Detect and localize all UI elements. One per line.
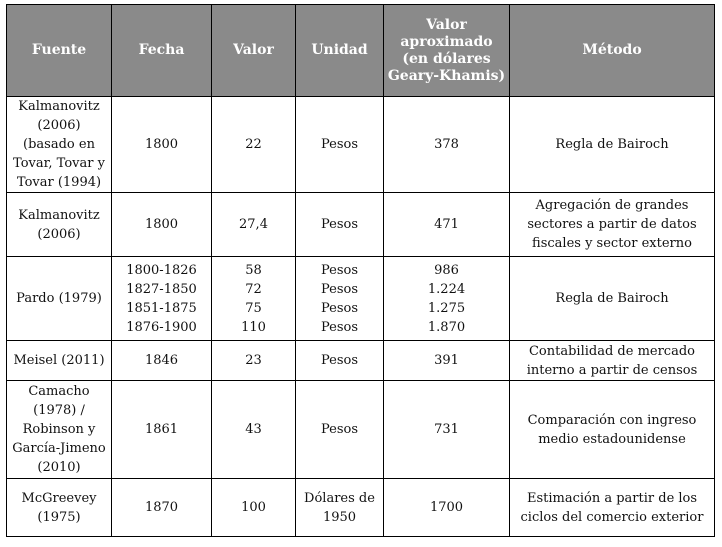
cell-metodo: Regla de Bairoch bbox=[510, 97, 715, 193]
cell-unidad: Dólares de 1950 bbox=[296, 479, 384, 537]
cell-metodo: Comparación con ingreso medio estadounidense bbox=[510, 381, 715, 479]
cell-valor-line: 75 bbox=[245, 300, 262, 316]
cell-metodo: Contabilidad de mercado interno a partir de censos bbox=[510, 341, 715, 381]
cell-unidad bbox=[296, 257, 384, 341]
header-row bbox=[7, 5, 715, 97]
header-fuente: Fuente bbox=[7, 5, 112, 97]
header-unidad: Unidad bbox=[296, 5, 384, 97]
cell-metodo: Estimación a partir de los ciclos del comercio exterior bbox=[510, 479, 715, 537]
cell-valor bbox=[212, 257, 296, 341]
cell-unidad: Pesos bbox=[296, 381, 384, 479]
cell-valor-aproximado-line: 986 bbox=[434, 262, 459, 278]
cell-valor: 100 bbox=[212, 479, 296, 537]
header-metodo: Método bbox=[510, 5, 715, 97]
cell-valor: 23 bbox=[212, 341, 296, 381]
cell-fuente: Camacho (1978) / Robinson y García-Jimeno (2010) bbox=[7, 381, 112, 479]
cell-fuente: Kalmanovitz (2006) bbox=[7, 193, 112, 257]
cell-unidad-line: Pesos bbox=[320, 300, 359, 316]
header-valor-aproximado: Valor aproximado (en dólares Geary-Khamis) bbox=[384, 5, 510, 97]
cell-fecha: 1870 bbox=[112, 479, 212, 537]
cell-unidad: Pesos bbox=[296, 341, 384, 381]
cell-valor: 22 bbox=[212, 97, 296, 193]
cell-valor-line: 72 bbox=[245, 281, 262, 297]
table-row bbox=[7, 479, 715, 537]
cell-valor-aproximado: 378 bbox=[384, 97, 510, 193]
cell-valor-aproximado-line: 1.275 bbox=[427, 300, 466, 316]
cell-valor: 27,4 bbox=[212, 193, 296, 257]
cell-valor: 43 bbox=[212, 381, 296, 479]
cell-unidad-line: Pesos bbox=[320, 262, 359, 278]
cell-fecha-line: 1800-1826 bbox=[126, 262, 197, 278]
table-row bbox=[7, 97, 715, 193]
cell-fecha: 1861 bbox=[112, 381, 212, 479]
cell-fuente: Kalmanovitz (2006) (basado en Tovar, Tovar y Tovar (1994) bbox=[7, 97, 112, 193]
table-row bbox=[7, 257, 715, 341]
table-row bbox=[7, 381, 715, 479]
cell-fuente: McGreevey (1975) bbox=[7, 479, 112, 537]
cell-valor-line: 110 bbox=[241, 319, 266, 335]
cell-fecha-line: 1851-1875 bbox=[126, 300, 197, 316]
cell-valor-line: 58 bbox=[245, 262, 262, 278]
cell-fuente: Meisel (2011) bbox=[7, 341, 112, 381]
estimates-table bbox=[6, 4, 715, 537]
cell-fecha: 1800 bbox=[112, 193, 212, 257]
cell-valor-aproximado: 471 bbox=[384, 193, 510, 257]
cell-metodo: Regla de Bairoch bbox=[510, 257, 715, 341]
cell-valor-aproximado: 731 bbox=[384, 381, 510, 479]
cell-fuente: Pardo (1979) bbox=[7, 257, 112, 341]
cell-valor-aproximado: 391 bbox=[384, 341, 510, 381]
table-header bbox=[7, 5, 715, 97]
cell-valor-aproximado-line: 1.224 bbox=[427, 281, 466, 297]
table-row bbox=[7, 341, 715, 381]
table-row bbox=[7, 193, 715, 257]
cell-valor-aproximado bbox=[384, 257, 510, 341]
cell-valor-aproximado-line: 1.870 bbox=[427, 319, 466, 335]
cell-unidad-line: Pesos bbox=[320, 319, 359, 335]
cell-fecha-line: 1827-1850 bbox=[126, 281, 197, 297]
cell-metodo: Agregación de grandes sectores a partir de datos fiscales y sector externo bbox=[510, 193, 715, 257]
cell-fecha-line: 1876-1900 bbox=[126, 319, 197, 335]
header-fecha: Fecha bbox=[112, 5, 212, 97]
cell-unidad-line: Pesos bbox=[320, 281, 359, 297]
cell-unidad: Pesos bbox=[296, 97, 384, 193]
cell-fecha: 1800 bbox=[112, 97, 212, 193]
header-valor: Valor bbox=[212, 5, 296, 97]
cell-valor-aproximado: 1700 bbox=[384, 479, 510, 537]
table-body bbox=[7, 97, 715, 537]
cell-unidad: Pesos bbox=[296, 193, 384, 257]
cell-fecha: 1846 bbox=[112, 341, 212, 381]
cell-fecha bbox=[112, 257, 212, 341]
